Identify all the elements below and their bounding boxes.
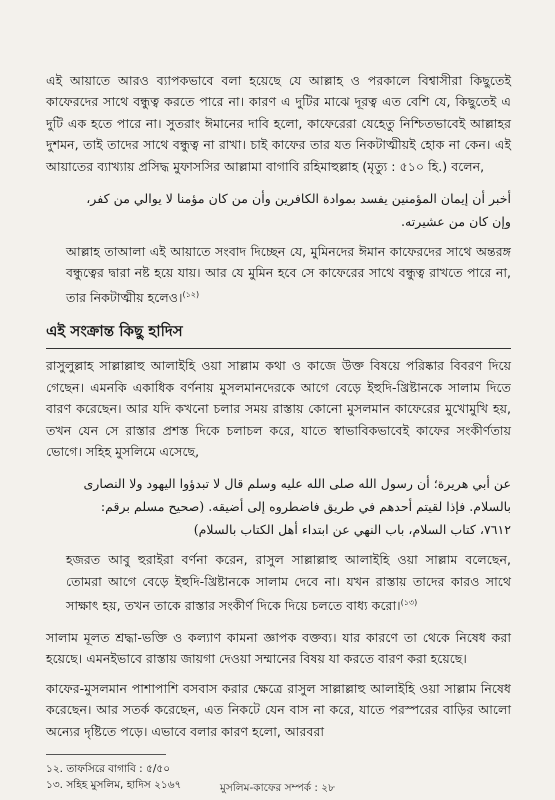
page-footer: মুসলিম-কাফের সম্পর্ক : ২৮: [220, 782, 335, 794]
footnote-12: ১২. তাফসিরে বাগাবি : ৫/৫০: [46, 762, 171, 775]
paragraph-1: এই আয়াতে আরও ব্যাপকভাবে বলা হয়েছে যে আল্লাহ ও পরকালে বিশ্বাসীরা কিছুতেই কাফেরদের সাথে বন্ধুত্ব করতে পারে না। কারণ এ দুটির মাঝে দূরত্ব এত বেশি যে, কিছুতেই এ দুটি এক হতে পারে না। সুতরাং ঈমানের দাবি হলো, কাফেরেরা যেহেতু নিশ্চিতভাবেই আল্লাহর দুশমন, তাই তাদের সাথে বন্ধুত্ব না রাখা। চাই কাফের তার যত নিকটাত্মীয়ই হোক না কেন। এই আয়াতের ব্যাখ্যায় প্রসিদ্ধ মুফাসসির আল্লামা বাগাবি রহিমাহুল্লাহ (মৃত্যু : ৫১০ হি.) বলেন,: [46, 73, 511, 174]
translation-text: আল্লাহ তাআলা এই আয়াতে সংবাদ দিচ্ছেন যে, মুমিনদের ঈমান কাফেরদের সাথে অন্তরঙ্গ বন্ধুত্বের দ্বারা নষ্ট হয়ে যায়। আর যে মুমিন হবে সে কাফেরের সাথে বন্ধুত্ব রাখতে পারে না, তার নিকটাত্মীয় হলেও।: [66, 244, 511, 306]
arabic-hadith-quote: عن أبي هريرة؛ أن رسول الله صلى الله عليه وسلم قال لا تبدؤوا اليهود ولا النصارى بالسلام. فإذا لقيتم أحدهم في طريق فاضطروه إلى أضيقه. (صحيح مسلم برقم: ٧٦١٢، كتاب السلام، باب النهي عن ابتداء أهل الكتاب بالسلام): [83, 476, 511, 538]
bangla-translation-1: [66, 241, 511, 308]
footnote-ref-12: (১২): [182, 289, 200, 299]
bangla-translation-2: [66, 549, 511, 616]
paragraph-4: কাফের-মুসলমান পাশাপাশি বসবাস করার ক্ষেত্রে রাসুল সাল্লাল্লাহু আলাইহি ওয়া সাল্লাম নিষেধ করেছেন। আর সতর্ক করেছেন, এত নিকটে যেন বাস না করে, যাতে পরস্পরের বাড়ির আলো অন্যের দৃষ্টিতে পড়ে। এভাবে বলার কারণ হলো, আরবরা: [46, 680, 511, 739]
arabic-quote-baghawi: أخبر أن إيمان المؤمنين يفسد بموادة الكافرين وأن من كان مؤمنا لا يوالي من كفر، وإن كان من عشيرته.: [86, 191, 511, 230]
paragraph-3: সালাম মূলত শ্রদ্ধা-ভক্তি ও কল্যাণ কামনা জ্ঞাপক বক্তব্য। যার কারণে তা থেকে নিষেধ করা হয়েছে। এমনইভাবে রাস্তায় জায়গা দেওয়া সম্মানের বিষয় যা করতে বারণ করা হয়েছে।: [46, 629, 511, 667]
footnote-13: ১৩. সহিহ মুসলিম, হাদিস ২১৬৭: [46, 778, 182, 791]
footnote-divider: [46, 754, 166, 755]
paragraph-2: রাসুলুল্লাহ সাল্লাল্লাহু আলাইহি ওয়া সাল্লাম কথা ও কাজে উক্ত বিষয়ে পরিষ্কার বিবরণ দিয়ে গেছেন। এমনকি একাধিক বর্ণনায় মুসলমানদেরকে আগে বেড়ে ইহুদি-খ্রিষ্টানকে সালাম দিতে বারণ করেছেন। আর যদি কখনো চলার সময় রাস্তায় কোনো মুসলমান কাফেরের মুখোমুখি হয়, তখন যেন সে রাস্তার প্রশস্ত দিকে চলাচল করে, যাতে স্বাভাবিকভাবেই কাফের সংকীর্ণতায় ভোগে। সহিহ মুসলিমে এসেছে,: [46, 358, 511, 460]
section-heading: এই সংক্রান্ত কিছু হাদিস: [46, 320, 511, 349]
translation-text: হজরত আবু হুরাইরা বর্ণনা করেন, রাসুল সাল্লাল্লাহু আলাইহি ওয়া সাল্লাম বলেছেন, তোমরা আগে বেড়ে ইহুদি-খ্রিষ্টানকে সালাম দেবে না। যখন রাস্তায় তাদের কারও সাথে সাক্ষাৎ হয়, তখন তাকে রাস্তার সংকীর্ণ দিকে দিয়ে চলতে বাধ্য করো।: [66, 552, 511, 614]
footnote-ref-13: (১৩): [400, 598, 418, 608]
